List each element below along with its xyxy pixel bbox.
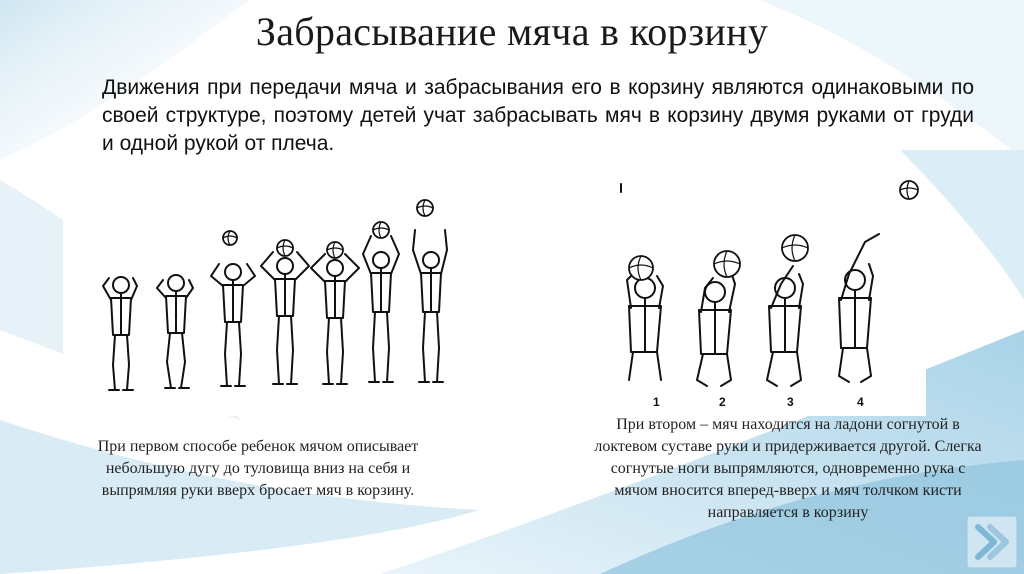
phase-number-2: 2: [719, 395, 726, 409]
phase-number-1: 1: [653, 395, 660, 409]
one-hand-throw-illustration: [617, 180, 926, 416]
chevron-right-icon: [966, 515, 1018, 569]
next-slide-button[interactable]: [966, 515, 1018, 569]
caption-first-method: При первом способе ребенок мячом описывает небольшую дугу до туловища вниз на себя и выпрямляя руки вверх бросает мяч в корзину.: [97, 438, 419, 499]
ball-icon: [223, 231, 237, 245]
child-figure-7: [413, 200, 447, 382]
one-hand-throw-sequence-drawing: [617, 180, 926, 416]
phase-number-4: 4: [857, 395, 864, 409]
phase-4-figure: [839, 181, 918, 382]
child-figure-6: [363, 222, 399, 382]
child-figure-3: [211, 231, 255, 386]
child-figure-1: [103, 277, 137, 390]
phase-1-figure: [627, 256, 663, 380]
slide-title: Забрасывание мяча в корзину: [255, 9, 769, 54]
intro-paragraph: Движения при передачи мяча и забрасывания его в корзину являются одинаковыми по своей структуре, поэтому детей учат забрасывать мяч в корзину двумя руками от груди и одной рукой от плеча.: [102, 76, 974, 155]
phase-3-figure: [767, 235, 808, 386]
caption-second-method: При втором – мяч находится на ладони согнутой в локтевом суставе руки и придерживается другой. Слегка согнутые ноги выпрямляются, одновременно рука с мячом вносится вперед-вверх и мяч толчком кисти направляется в корзину: [594, 416, 982, 521]
child-figure-2: [157, 275, 193, 388]
two-hand-throw-sequence-drawing: [63, 190, 454, 416]
child-figure-5: [311, 242, 359, 384]
phase-number-3: 3: [787, 395, 794, 409]
phase-2-figure: [697, 251, 740, 386]
two-hand-throw-illustration: [63, 190, 454, 416]
child-figure-4: [261, 240, 309, 384]
